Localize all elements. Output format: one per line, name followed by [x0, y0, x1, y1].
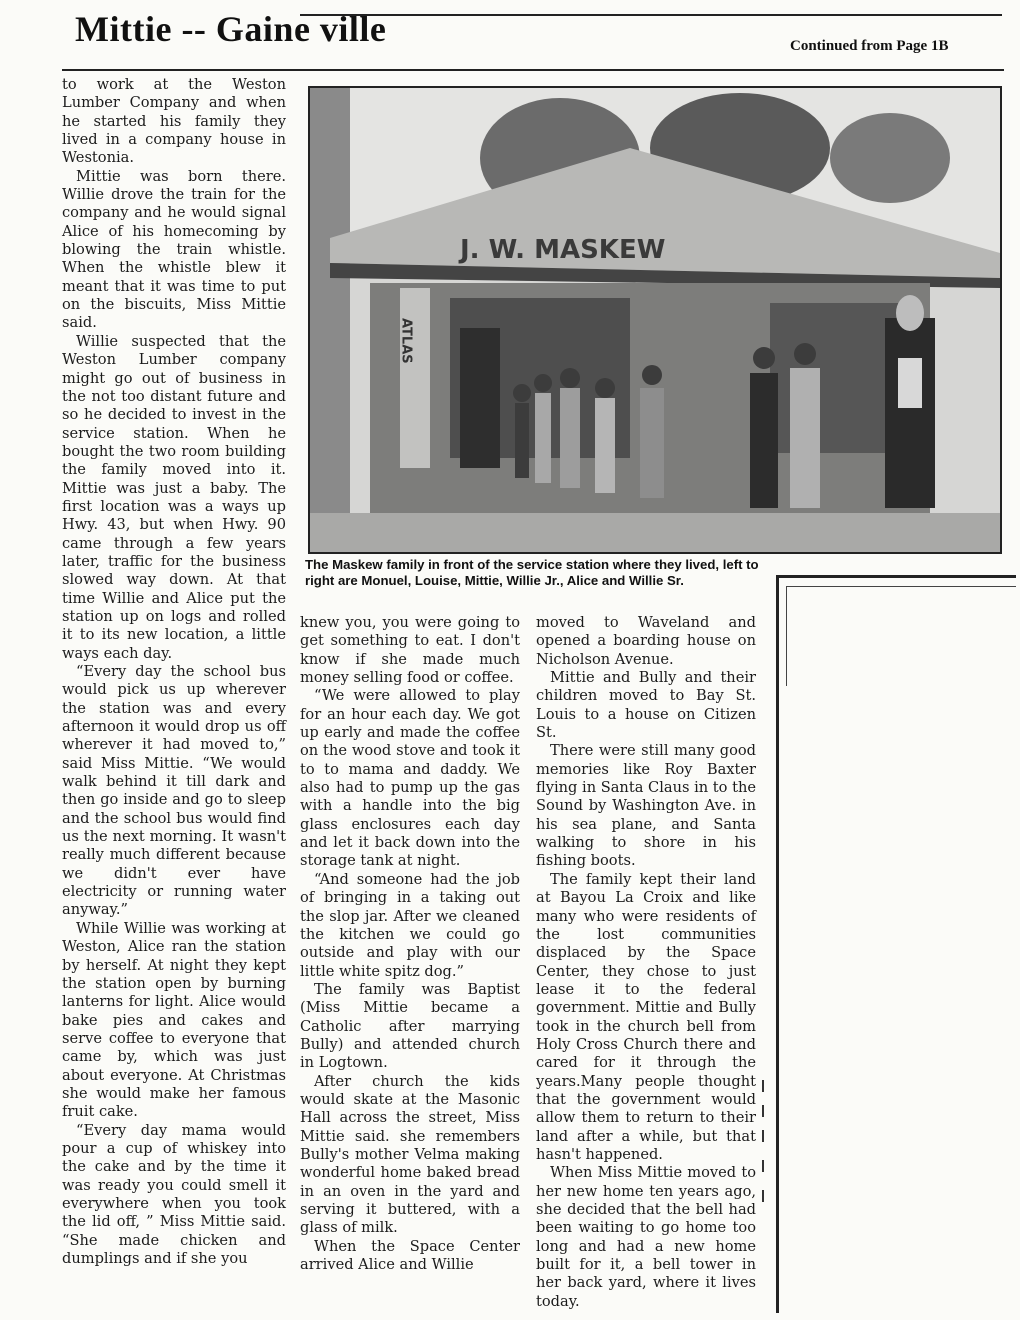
paragraph: When the Space Center arrived Alice and Willie	[300, 1237, 520, 1274]
paragraph: “Every day mama would pour a cup of whiskey into the cake and by the time it was ready you could smell it everywhere when you took the lid off, ” Miss Mittie said. “She made chicken and dumplings and if she you	[62, 1121, 286, 1267]
paragraph: knew you, you were going to get something to eat. I don't know if she made much money selling food or coffee.	[300, 614, 520, 687]
paragraph: to work at the Weston Lumber Company and when he started his family they lived in a company house in Westonia.	[62, 76, 286, 167]
clipping-inner-border-vertical	[786, 586, 787, 686]
header-rule	[62, 69, 1004, 71]
paragraph: Mittie was born there. Willie drove the train for the company and he would signal Alice of his homecoming by blowing the train whistle. When the whistle blew it meant that it was time to put on the biscuits, Miss Mittie said.	[62, 167, 286, 332]
paragraph: Willie suspected that the Weston Lumber company might go out of business in the not too distant future and so he decided to invest in the service station. When he bought the two room building the family moved into it. Mittie was just a baby. The first location was a ways up Hwy. 43, but when Hwy. 90 came through a few years later, traffic for the business slowed way down. At that time Willie and Alice put the station up on logs and rolled it to its new location, a little ways each day.	[62, 332, 286, 662]
header-top-rule	[300, 14, 1002, 16]
paragraph: When Miss Mittie moved to her new home ten years ago, she decided that the bell had been waiting to go home too long and had a new home built for it, a bell tower in her back yard, where it lives today.	[536, 1164, 756, 1310]
article-column-3	[536, 614, 756, 1311]
clipping-border-left	[776, 575, 779, 1313]
cut-mark	[762, 1130, 764, 1142]
paragraph: “And someone had the job of bringing in a taking out the slop jar. After we cleaned the kitchen we could go outside and play with our little white spitz dog.”	[300, 870, 520, 980]
photo-caption: The Maskew family in front of the service station where they lived, left to right are Monuel, Louise, Mittie, Willie Jr., Alice and Willie Sr.	[305, 557, 759, 588]
paragraph: After church the kids would skate at the Masonic Hall across the street, Miss Mittie said. she remembers Bully's mother Velma making wonderful home baked bread in an oven in the yard and serving it buttered, with a glass of milk.	[300, 1072, 520, 1237]
paragraph: There were still many good memories like Roy Baxter flying in Santa Claus in to the Sound by Washington Ave. in his sea plane, and Santa walking to shore in his fishing boots.	[536, 742, 756, 870]
paragraph: “Every day the school bus would pick us up wherever the station was and every afternoon it would drop us off wherever it had moved to,” said Miss Mittie. “We would walk behind it till dark and then go inside and go to sleep and the school bus would find us the next morning. It wasn't really much different because we didn't ever have electricity or running water anyway.”	[62, 663, 286, 919]
cut-mark	[762, 1190, 764, 1202]
article-column-2	[300, 614, 520, 1274]
atlas-sign-text: ATLAS	[398, 318, 414, 364]
paragraph: Mittie and Bully and their children moved to Bay St. Louis to a house on Citizen St.	[536, 669, 756, 742]
paragraph: moved to Waveland and opened a boarding house on Nicholson Avenue.	[536, 614, 756, 668]
cut-mark	[762, 1105, 764, 1117]
cut-mark	[762, 1080, 764, 1092]
paragraph: The family was Baptist (Miss Mittie became a Catholic after marrying Bully) and attended church in Logtown.	[300, 980, 520, 1072]
continued-label: Continued from Page 1B	[790, 38, 949, 54]
family-photo	[308, 86, 1002, 554]
paragraph: While Willie was working at Weston, Alice ran the station by herself. At night they kept the station open by burning lanterns for light. Alice would bake pies and cakes and serve coffee to everyone that came by, which was just about everyone. At Christmas she would make her famous fruit cake.	[62, 919, 286, 1121]
paragraph: The family kept their land at Bayou La Croix and like many who were residents of the lost communities displaced by the Space Center, they chose to just lease it to the federal government. Mittie and Bully took in the church bell from Holy Cross Church there and cared for it through the years.Many people thought that the government would allow them to return to their land after a while, but that hasn't happened.	[536, 870, 756, 1163]
station-sign-text: J. W. MASKEW	[460, 235, 666, 265]
paragraph: “We were allowed to play for an hour each day. We got up early and made the coffee on the wood stove and took it to to mama and daddy. We also had to pump up the gas with a handle into the big glass enclosures each day and let it back down into the storage tank at night.	[300, 687, 520, 870]
article-column-1	[62, 76, 286, 1268]
clipping-border-top	[776, 575, 1016, 578]
clipping-inner-border	[786, 586, 1016, 587]
cut-mark	[762, 1160, 764, 1172]
page-headline: Mittie -- Gaine ville	[75, 9, 387, 49]
